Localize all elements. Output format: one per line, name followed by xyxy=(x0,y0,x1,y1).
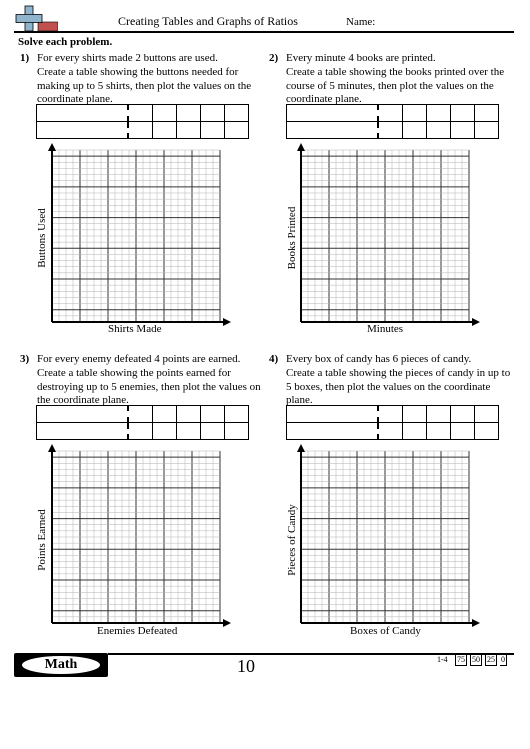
table-label-cell[interactable] xyxy=(287,423,379,440)
y-axis-label: Buttons Used xyxy=(36,208,48,268)
table-value-cell[interactable] xyxy=(378,406,403,423)
coordinate-plane xyxy=(293,142,481,328)
table-value-cell[interactable] xyxy=(128,423,153,440)
ratio-table-grid xyxy=(36,104,249,139)
table-value-cell[interactable] xyxy=(201,122,225,139)
table-value-cell[interactable] xyxy=(225,406,249,423)
ratio-table xyxy=(36,104,249,139)
score-box: 0 xyxy=(501,655,505,664)
page-number: 10 xyxy=(237,656,255,676)
arrow-right-icon xyxy=(223,619,231,627)
problem-statement: For every shirts made 2 buttons are used. xyxy=(37,52,218,64)
problem-task: Create a table showing the pieces of candy in up to 5 boxes, then plot the values on the coordinate plane. xyxy=(286,367,511,406)
coordinate-plane xyxy=(44,142,232,328)
graph-svg xyxy=(293,142,481,328)
score-box: 25 xyxy=(487,655,495,664)
table-label-cell[interactable] xyxy=(37,122,129,139)
instructions: Solve each problem. xyxy=(18,36,113,48)
table-label-cell[interactable] xyxy=(37,406,129,423)
y-axis-label: Books Printed xyxy=(286,206,298,270)
table-value-cell[interactable] xyxy=(225,105,249,122)
score-range-label: 1-4 xyxy=(437,655,448,664)
logo-icon xyxy=(14,5,58,33)
problem-task: Create a table showing the buttons needed for making up to 5 shirts, then plot the values on the coordinate plane. xyxy=(37,66,252,105)
problem-statement: For every enemy defeated 4 points are earned. xyxy=(37,353,241,365)
table-value-cell[interactable] xyxy=(403,122,427,139)
table-value-cell[interactable] xyxy=(153,105,177,122)
table-value-cell[interactable] xyxy=(378,122,403,139)
table-value-cell[interactable] xyxy=(427,423,451,440)
problem-number: 3) xyxy=(20,353,30,365)
table-label-cell[interactable] xyxy=(287,122,379,139)
table-value-cell[interactable] xyxy=(451,105,475,122)
table-value-cell[interactable] xyxy=(475,423,499,440)
problem-statement: Every box of candy has 6 pieces of candy. xyxy=(286,353,472,365)
arrow-right-icon xyxy=(472,318,480,326)
table-label-cell[interactable] xyxy=(287,105,379,122)
problem-statement: Every minute 4 books are printed. xyxy=(286,52,436,64)
x-axis-label: Minutes xyxy=(367,323,404,335)
ratio-table-grid xyxy=(286,405,499,440)
table-value-cell[interactable] xyxy=(427,105,451,122)
ratio-table xyxy=(286,405,499,440)
table-value-cell[interactable] xyxy=(378,105,403,122)
graph-svg xyxy=(293,443,481,629)
header-rule xyxy=(14,31,514,33)
page-title: Creating Tables and Graphs of Ratios xyxy=(118,14,298,28)
table-value-cell[interactable] xyxy=(177,122,201,139)
arrow-up-icon xyxy=(48,143,56,151)
table-value-cell[interactable] xyxy=(177,406,201,423)
table-value-cell[interactable] xyxy=(403,105,427,122)
problem-number: 4) xyxy=(269,353,279,365)
score-box: 50 xyxy=(472,655,480,664)
table-value-cell[interactable] xyxy=(153,423,177,440)
table-value-cell[interactable] xyxy=(201,406,225,423)
problem-number: 1) xyxy=(20,52,30,64)
x-axis-label: Shirts Made xyxy=(108,323,162,335)
table-value-cell[interactable] xyxy=(225,423,249,440)
score-box: 75 xyxy=(457,655,465,664)
table-value-cell[interactable] xyxy=(153,406,177,423)
ratio-table xyxy=(286,104,499,139)
graph-svg xyxy=(44,142,232,328)
y-axis-label: Pieces of Candy xyxy=(286,504,298,576)
table-value-cell[interactable] xyxy=(128,122,153,139)
table-value-cell[interactable] xyxy=(451,122,475,139)
table-label-cell[interactable] xyxy=(37,423,129,440)
table-value-cell[interactable] xyxy=(201,105,225,122)
table-label-cell[interactable] xyxy=(37,105,129,122)
table-value-cell[interactable] xyxy=(177,423,201,440)
table-value-cell[interactable] xyxy=(451,423,475,440)
table-value-cell[interactable] xyxy=(201,423,225,440)
table-value-cell[interactable] xyxy=(177,105,201,122)
ratio-table xyxy=(36,405,249,440)
ratio-table-grid xyxy=(36,405,249,440)
graph-svg xyxy=(44,443,232,629)
table-value-cell[interactable] xyxy=(403,423,427,440)
table-value-cell[interactable] xyxy=(475,406,499,423)
x-axis-label: Boxes of Candy xyxy=(350,625,421,637)
table-value-cell[interactable] xyxy=(128,105,153,122)
table-value-cell[interactable] xyxy=(378,423,403,440)
table-value-cell[interactable] xyxy=(128,406,153,423)
table-value-cell[interactable] xyxy=(403,406,427,423)
table-value-cell[interactable] xyxy=(475,105,499,122)
problem-number: 2) xyxy=(269,52,279,64)
table-value-cell[interactable] xyxy=(427,122,451,139)
name-label: Name: xyxy=(346,16,376,28)
arrow-up-icon xyxy=(297,143,305,151)
arrow-right-icon xyxy=(472,619,480,627)
arrow-up-icon xyxy=(297,444,305,452)
table-value-cell[interactable] xyxy=(427,406,451,423)
footer-rule xyxy=(108,653,514,655)
problem-task: Create a table showing the points earned for destroying up to 5 enemies, then plot the values on the coordinate plane. xyxy=(37,367,261,406)
arrow-up-icon xyxy=(48,444,56,452)
table-label-cell[interactable] xyxy=(287,406,379,423)
coordinate-plane xyxy=(293,443,481,629)
y-axis-label: Points Earned xyxy=(36,509,48,571)
ratio-table-grid xyxy=(286,104,499,139)
coordinate-plane xyxy=(44,443,232,629)
table-value-cell[interactable] xyxy=(451,406,475,423)
table-value-cell[interactable] xyxy=(225,122,249,139)
x-axis-label: Enemies Defeated xyxy=(97,625,178,637)
subject-label: Math xyxy=(22,656,100,674)
arrow-right-icon xyxy=(223,318,231,326)
table-value-cell[interactable] xyxy=(153,122,177,139)
table-value-cell[interactable] xyxy=(475,122,499,139)
subject-badge xyxy=(14,653,108,677)
problem-task: Create a table showing the books printed over the course of 5 minutes, then plot the values on the coordinate plane. xyxy=(286,66,505,105)
